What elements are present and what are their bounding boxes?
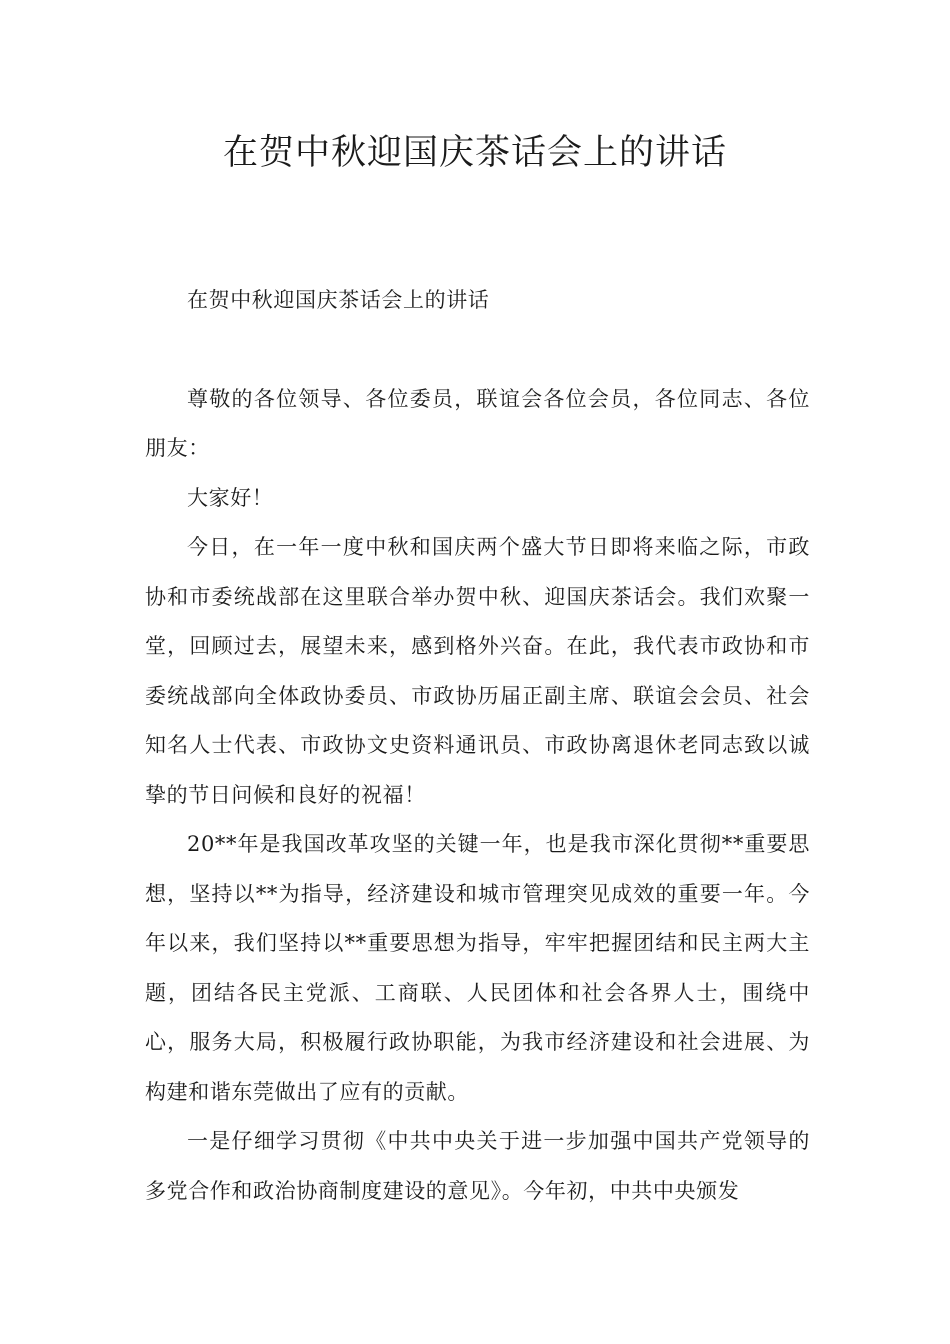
paragraph-point-one: 一是仔细学习贯彻《中共中央关于进一步加强中国共产党领导的多党合作和政治协商制度建设的意见》。今年初，中共中央颁发 <box>145 1129 810 1203</box>
paragraph-salutation: 尊敬的各位领导、各位委员，联谊会各位会员，各位同志、各位朋友： <box>145 386 810 460</box>
paragraph-year-review: 20**年是我国改革攻坚的关键一年，也是我市深化贯彻**重要思想，坚持以**为指导，经济建设和城市管理突见成效的重要一年。今年以来，我们坚持以**重要思想为指导，牢牢把握团结和民主两大主题，团结各民主党派、工商联、人民团体和社会各界人士，围绕中心，服务大局，积极履行政协职能，为我市经济建设和社会进展、为构建和谐东莞做出了应有的贡献。 <box>145 832 810 1104</box>
document-body <box>145 276 810 1216</box>
paragraph-greeting: 大家好！ <box>187 485 274 510</box>
document-title: 在贺中秋迎国庆茶话会上的讲话 <box>222 133 727 173</box>
paragraph-opening: 今日，在一年一度中秋和国庆两个盛大节日即将来临之际，市政协和市委统战部在这里联合举办贺中秋、迎国庆茶话会。我们欢聚一堂，回顾过去，展望未来，感到格外兴奋。在此，我代表市政协和市委统战部向全体政协委员、市政协历届正副主席、联谊会会员、社会知名人士代表、市政协文史资料通讯员、市政协离退休老同志致以诚挚的节日问候和良好的祝福！ <box>145 535 810 807</box>
speech-heading: 在贺中秋迎国庆茶话会上的讲话 <box>187 288 490 312</box>
